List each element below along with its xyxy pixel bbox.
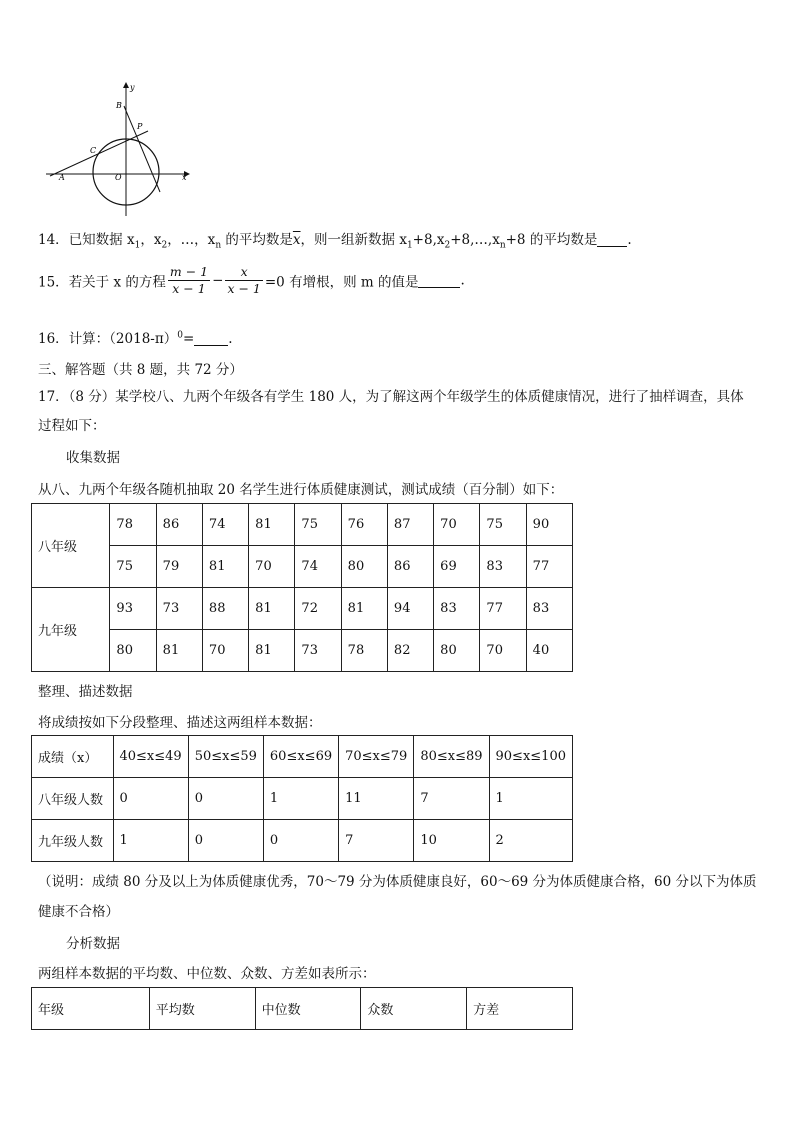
table-cell: 83: [480, 546, 526, 588]
organize-data-desc: 将成绩按如下分段整理、描述这两组样本数据：: [38, 715, 322, 731]
table-cell: 73: [156, 588, 202, 630]
table-cell: 90≤x≤100: [489, 736, 572, 778]
note-line-2: 健康不合格）: [38, 904, 119, 920]
table-cell: 九年级人数: [32, 820, 114, 862]
answer-blank-15[interactable]: [418, 273, 460, 288]
table-cell: 中位数: [255, 988, 361, 1030]
fraction-2: $\frac{x}{x - 1}$: [227, 264, 261, 296]
table-row: [32, 778, 573, 820]
table-cell: 众数: [361, 988, 467, 1030]
label-a: A: [59, 173, 65, 182]
table-cell: 11: [339, 778, 414, 820]
table-cell: 成绩（x）: [32, 736, 114, 778]
table-cell: 74: [295, 546, 341, 588]
table-cell: 80: [341, 546, 387, 588]
table-cell: 10: [414, 820, 489, 862]
table-row: [32, 504, 573, 546]
label-b: B: [116, 101, 122, 110]
analyze-data-heading: 分析数据: [66, 936, 120, 952]
table-cell: 1: [113, 820, 188, 862]
table-cell: 70: [249, 546, 295, 588]
table-cell: 79: [156, 546, 202, 588]
table-header-row: [32, 736, 573, 778]
table-cell: 7: [339, 820, 414, 862]
note-line-1: （说明：成绩 80 分及以上为体质健康优秀，70～79 分为体质健康良好，60～69 分为体质健康合格，60 分以下为体质: [38, 874, 757, 890]
table-cell: 平均数: [149, 988, 255, 1030]
table-cell: 83: [434, 588, 480, 630]
line-ap: [50, 131, 148, 176]
table-cell: 76: [341, 504, 387, 546]
table-cell: 70: [480, 630, 526, 672]
table-cell: 60≤x≤69: [263, 736, 338, 778]
table-cell: 78: [110, 504, 156, 546]
collect-data-desc: 从八、九两个年级各随机抽取 20 名学生进行体质健康测试，测试成绩（百分制）如下：: [38, 482, 564, 498]
table-row: [32, 546, 573, 588]
geometry-figure: [44, 80, 194, 225]
table-cell: 86: [156, 504, 202, 546]
organize-data-heading: 整理、描述数据: [38, 684, 133, 700]
table-cell: 75: [110, 546, 156, 588]
table-cell: 80: [110, 630, 156, 672]
table-cell: 82: [387, 630, 433, 672]
table-cell: 83: [526, 588, 572, 630]
x-bar: $\overline{x}$: [292, 232, 301, 248]
table-cell: 年级: [32, 988, 150, 1030]
table-cell: 1: [263, 778, 338, 820]
table-cell: 八年级人数: [32, 778, 114, 820]
table-cell: 73: [295, 630, 341, 672]
label-c: C: [90, 146, 97, 155]
label-p: P: [137, 122, 143, 131]
table-cell: 0: [263, 820, 338, 862]
label-o: O: [115, 173, 122, 182]
line-bp: [124, 106, 160, 192]
table-cell: 81: [341, 588, 387, 630]
table-cell: 50≤x≤59: [188, 736, 263, 778]
table-cell: 72: [295, 588, 341, 630]
table-cell: 81: [249, 504, 295, 546]
question-16: 16．计算：$(2018-\pi)^0=$ .: [38, 330, 233, 347]
analyze-data-desc: 两组样本数据的平均数、中位数、众数、方差如表所示：: [38, 966, 376, 982]
table-cell: 0: [188, 778, 263, 820]
table-cell: 78: [341, 630, 387, 672]
question-14: 14．已知数据 $x_1$，$x_2$，…，$x_n$ 的平均数是$\overline{x}$，则一组新数据 $x_1+8,x_2+8,\dots,x_n+8$ 的平均数是 .: [38, 232, 632, 251]
answer-blank-16[interactable]: [194, 331, 228, 346]
table-cell: 40≤x≤49: [113, 736, 188, 778]
y-axis-arrow: [123, 82, 129, 88]
question-17-line-2: 过程如下：: [38, 418, 106, 434]
table-cell: 77: [526, 546, 572, 588]
table-cell: 69: [434, 546, 480, 588]
fraction-1: $\frac{m - 1}{x - 1}$: [169, 264, 209, 296]
grade-8-label: 八年级: [32, 504, 110, 588]
table-cell: 2: [489, 820, 572, 862]
collect-data-heading: 收集数据: [66, 450, 120, 466]
table-cell: 87: [387, 504, 433, 546]
table-cell: 0: [188, 820, 263, 862]
table-cell: 81: [156, 630, 202, 672]
table-cell: 75: [295, 504, 341, 546]
table-header-row: [32, 988, 573, 1030]
table-cell: 7: [414, 778, 489, 820]
table-cell: 94: [387, 588, 433, 630]
table-row: [32, 588, 573, 630]
table-cell: 86: [387, 546, 433, 588]
table-cell: 1: [489, 778, 572, 820]
answer-blank-14[interactable]: [597, 232, 627, 247]
grade-9-label: 九年级: [32, 588, 110, 672]
statistics-table: [31, 987, 573, 1030]
table-cell: 0: [113, 778, 188, 820]
question-17-line-1: 17．（8 分）某学校八、九两个年级各有学生 180 人，为了解这两个年级学生的体质健康情况，进行了抽样调查，具体: [38, 389, 744, 405]
table-cell: 80≤x≤89: [414, 736, 489, 778]
table-cell: 88: [202, 588, 248, 630]
table-cell: 90: [526, 504, 572, 546]
label-y: y: [130, 83, 135, 92]
frequency-table: [31, 735, 573, 862]
table-cell: 81: [249, 588, 295, 630]
scores-table: [31, 503, 573, 672]
table-row: [32, 630, 573, 672]
label-x: x: [182, 173, 187, 182]
table-cell: 74: [202, 504, 248, 546]
table-cell: 81: [202, 546, 248, 588]
table-cell: 93: [110, 588, 156, 630]
table-cell: 80: [434, 630, 480, 672]
table-cell: 77: [480, 588, 526, 630]
table-cell: 40: [526, 630, 572, 672]
table-cell: 75: [480, 504, 526, 546]
section-3-heading: 三、解答题（共 8 题，共 72 分）: [38, 362, 243, 378]
table-cell: 70≤x≤79: [339, 736, 414, 778]
table-row: [32, 820, 573, 862]
table-cell: 方差: [467, 988, 573, 1030]
table-cell: 70: [434, 504, 480, 546]
table-cell: 70: [202, 630, 248, 672]
question-15: 15．若关于 x 的方程 $\frac{m - 1}{x - 1}$ − $\frac{x}{x - 1}$ =0 有增根，则 m 的值是 .: [38, 264, 465, 296]
table-cell: 81: [249, 630, 295, 672]
